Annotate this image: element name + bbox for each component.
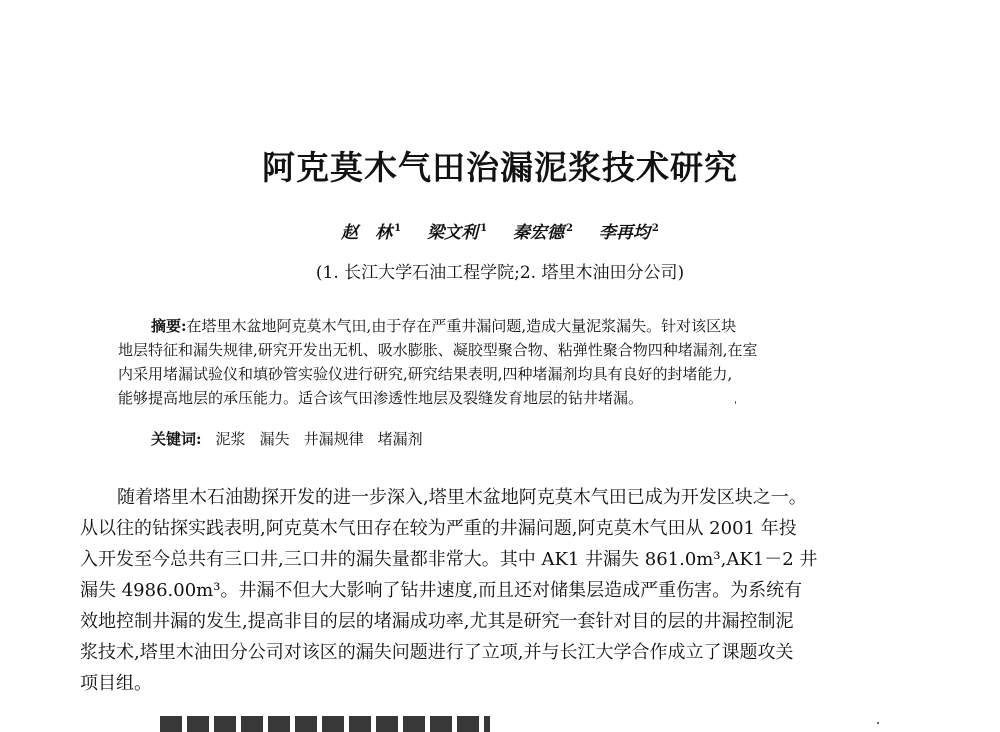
keyword: 堵漏剂 [377,430,423,448]
scan-speck [735,401,736,404]
body-line: 浆技术,塔里木油田分公司对该区的漏失问题进行了立项,并与长江大学合作成立了课题攻关 [80,642,794,663]
author-name: 秦宏德 [512,223,564,243]
body-line: 从以往的钻探实践表明,阿克莫木气田存在较为严重的井漏问题,阿克莫木气田从 2001 年投 [80,518,797,539]
author-affiliation-mark: 2 [565,223,573,234]
author [427,218,487,243]
abstract [118,314,858,410]
body-line: 漏失 4986.00m³。井漏不但大大影响了钻井速度,而且还对储集层造成严重伤害。为系统有 [80,580,803,601]
keywords [151,428,423,449]
abstract-line: 内采用堵漏试验仪和填砂管实验仪进行研究,研究结果表明,四种堵漏剂均具有良好的封堵能力, [118,365,733,383]
body-paragraph [80,482,900,699]
abstract-line: 能够提高地层的承压能力。适合该气田渗透性地层及裂缝发育地层的钻井堵漏。 [118,389,644,407]
author [599,218,659,243]
body-line: 入开发至今总共有三口井,三口井的漏失量都非常大。其中 AK1 井漏失 861.0m³,AK1－2 井 [80,549,818,570]
cropped-section-heading [160,716,490,732]
keyword: 井漏规律 [303,430,364,448]
author [341,218,401,243]
abstract-label: 摘要: [151,317,187,335]
paper-title: 阿克莫木气田治漏泥浆技术研究 [262,148,738,187]
author-name: 梁文利 [427,223,479,243]
body-line: 项目组。 [80,673,152,694]
abstract-text: 在塔里木盆地阿克莫木气田,由于存在严重井漏问题,造成大量泥浆漏失。针对该区块 [186,317,737,335]
body-line: 随着塔里木石油勘探开发的进一步深入,塔里木盆地阿克莫木气田已成为开发区块之一。 [117,487,807,508]
body-line: 效地控制井漏的发生,提高非目的层的堵漏成功率,尤其是研究一套针对目的层的井漏控制泥 [80,611,794,632]
keyword: 漏失 [259,430,290,448]
keywords-label: 关键词: [151,430,202,448]
author-list [0,218,1000,243]
keyword: 泥浆 [215,430,246,448]
author-affiliation-mark: 1 [480,223,488,234]
author-name: 李再均 [598,223,650,243]
author-affiliation-mark: 2 [651,223,659,234]
abstract-line: 地层特征和漏失规律,研究开发出无机、吸水膨胀、凝胶型聚合物、粘弹性聚合物四种堵漏剂,在室 [118,341,758,359]
abstract-line [118,314,858,338]
author [513,218,573,243]
affiliation-line: (1. 长江大学石油工程学院;2. 塔里木油田分公司) [315,263,685,283]
author-affiliation-mark: 1 [394,223,402,234]
author-name: 赵 林 [341,223,393,243]
scan-speck [877,722,879,724]
